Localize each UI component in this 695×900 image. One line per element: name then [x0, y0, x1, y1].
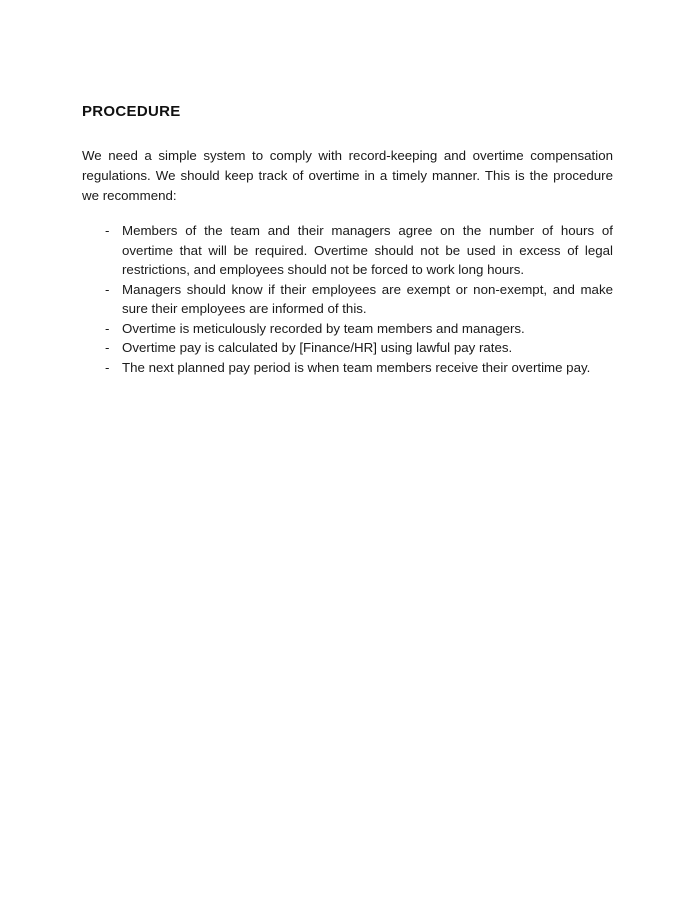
dash-marker: - [105, 281, 110, 297]
list-item [82, 319, 613, 339]
list-item-text: Members of the team and their managers agree on the number of hours of overtime that will be required. Overtime should not be used in excess of legal restrictions, and employees should not be forced to work long hours. [122, 223, 613, 277]
list-item-text: Overtime pay is calculated by [Finance/HR] using lawful pay rates. [122, 340, 513, 355]
procedure-list [82, 221, 613, 377]
dash-marker: - [105, 359, 110, 375]
list-item-text: Managers should know if their employees are exempt or non-exempt, and make sure their employees are informed of this. [122, 281, 613, 316]
dash-marker: - [105, 340, 110, 355]
section-heading: PROCEDURE [82, 103, 181, 120]
list-item [82, 338, 613, 358]
list-item [82, 358, 613, 378]
dash-marker: - [105, 223, 110, 238]
list-item-text: Overtime is meticulously recorded by team members and managers. [122, 320, 525, 336]
intro-paragraph: We need a simple system to comply with record-keeping and overtime compensation regulations. We should keep track of overtime in a timely manner. This is the procedure we recommend: [82, 148, 613, 203]
list-item [82, 221, 613, 280]
list-item-text: The next planned pay period is when team members receive their overtime pay. [122, 359, 591, 375]
list-item [82, 280, 613, 319]
dash-marker: - [105, 320, 110, 336]
